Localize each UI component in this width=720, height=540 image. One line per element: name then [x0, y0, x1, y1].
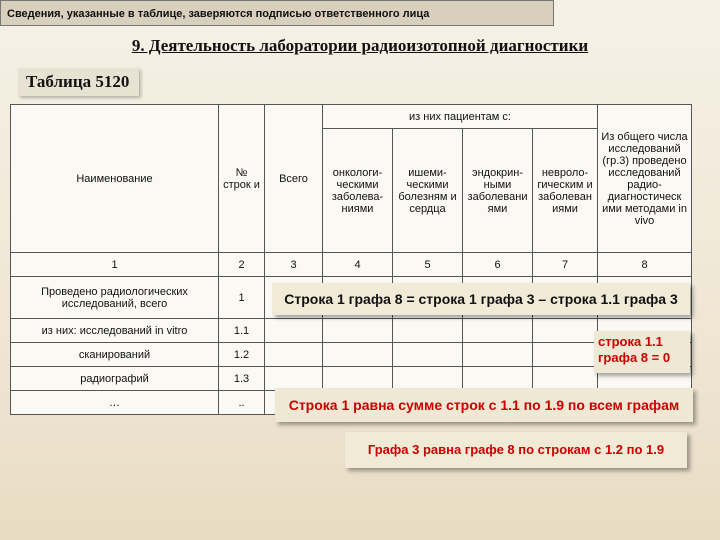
col-number: 2 — [219, 253, 265, 277]
header-onco: онкологи-ческими заболева-ниями — [323, 129, 393, 253]
rule-note-1: Строка 1 графа 8 = строка 1 графа 3 – строка 1.1 графа 3 — [272, 283, 690, 315]
row-no: 1.1 — [219, 319, 265, 343]
table-row — [11, 343, 692, 367]
cell[interactable] — [393, 343, 463, 367]
row-name: … — [11, 391, 219, 415]
row-name: Проведено радиологических исследований, всего — [11, 277, 219, 319]
row-no: 1.2 — [219, 343, 265, 367]
col-number: 3 — [265, 253, 323, 277]
col-number: 4 — [323, 253, 393, 277]
form-table — [10, 104, 692, 415]
col-number: 8 — [598, 253, 692, 277]
row-no: 1.3 — [219, 367, 265, 391]
header-total: Всего — [265, 105, 323, 253]
cell[interactable] — [533, 319, 598, 343]
cell[interactable] — [463, 343, 533, 367]
rule-note-2: строка 1.1 графа 8 = 0 — [594, 331, 690, 373]
header-ischemic: ишеми-ческими болезням и сердца — [393, 129, 463, 253]
cell[interactable] — [533, 367, 598, 391]
col-number: 6 — [463, 253, 533, 277]
cell[interactable] — [323, 343, 393, 367]
col-number: 1 — [11, 253, 219, 277]
col-number: 5 — [393, 253, 463, 277]
table-row — [11, 367, 692, 391]
cell[interactable] — [393, 367, 463, 391]
table-row — [11, 319, 692, 343]
cell[interactable] — [533, 343, 598, 367]
row-name: сканирований — [11, 343, 219, 367]
cell[interactable] — [265, 367, 323, 391]
cell[interactable] — [265, 319, 323, 343]
cell[interactable] — [393, 319, 463, 343]
cell[interactable] — [463, 319, 533, 343]
rule-note-3: Строка 1 равна сумме строк с 1.1 по 1.9 по всем графам — [275, 388, 693, 422]
rule-note-4: Графа 3 равна графе 8 по строкам с 1.2 по 1.9 — [345, 432, 687, 468]
header-invivo: Из общего числа исследований (гр.3) проведено исследований радио-диагностическ ими методами in vivo — [598, 105, 692, 253]
cell[interactable] — [463, 367, 533, 391]
cell[interactable] — [323, 367, 393, 391]
header-group: из них пациентам с: — [323, 105, 598, 129]
cell[interactable] — [323, 319, 393, 343]
header-name: Наименование — [11, 105, 219, 253]
page-title: 9. Деятельность лаборатории радиоизотопной диагностики — [131, 36, 589, 55]
row-name: из них: исследований in vitro — [11, 319, 219, 343]
row-name: радиографий — [11, 367, 219, 391]
cell[interactable] — [265, 343, 323, 367]
col-number: 7 — [533, 253, 598, 277]
row-no: .. — [219, 391, 265, 415]
header-endocrine: эндокрин-ными заболевани ями — [463, 129, 533, 253]
footer-note: Сведения, указанные в таблице, заверяются подписью ответственного лица — [0, 0, 554, 26]
table-name: Таблица 5120 — [18, 68, 139, 96]
header-neuro: невроло-гическим и заболеван иями — [533, 129, 598, 253]
row-no: 1 — [219, 277, 265, 319]
header-row-no: № строк и — [219, 105, 265, 253]
